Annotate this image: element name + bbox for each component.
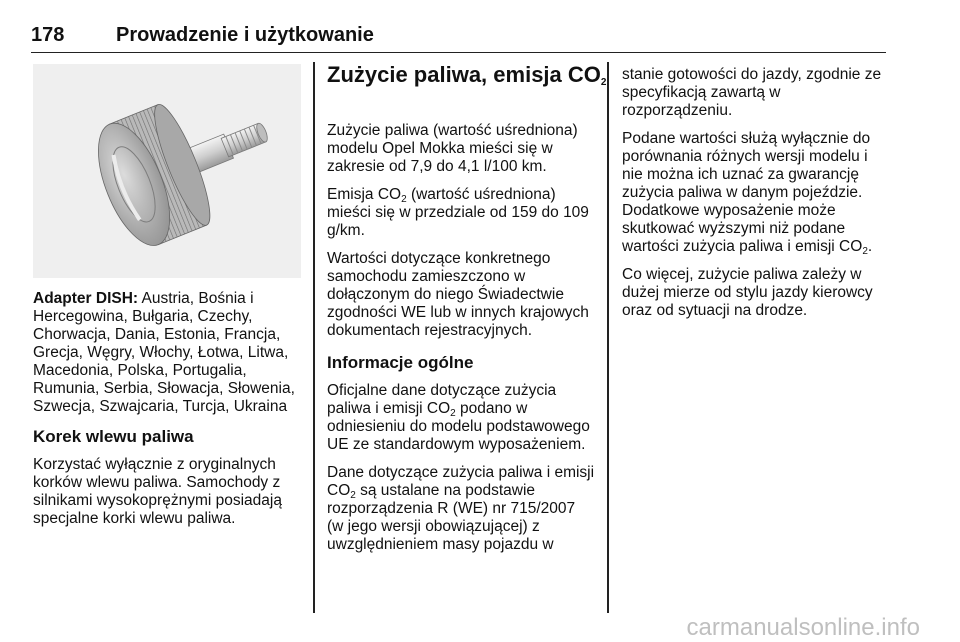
adapter-illustration xyxy=(33,64,301,278)
adapter-icon xyxy=(33,64,301,278)
paragraph: Korzystać wyłącznie z oryginalnych korków wlewu paliwa. Samochody z silnikami wysokoprężnymi posiadają specjalne korki wlewu paliwa. xyxy=(33,456,282,527)
caption-label: Adapter DISH: xyxy=(33,290,139,307)
column-right xyxy=(622,66,890,330)
section-heading-main: Zużycie paliwa, emisja $CO_2$ xyxy=(327,62,607,88)
paragraph: Zużycie paliwa (wartość uśredniona) modelu Opel Mokka mieści się w zakresie od 7,9 do 4,1 l/100 km. xyxy=(327,122,578,175)
running-title: Prowadzenie i użytkowanie xyxy=(116,24,374,46)
watermark: carmanualsonline.info xyxy=(686,614,920,641)
page-number: 178 xyxy=(31,24,65,46)
paragraph: Oficjalne dane dotyczące zużycia paliwa i emisji $CO_2$ podano w odniesieniu do modelu podstawowego UE ze standardowym wyposażeniem. xyxy=(327,382,590,453)
column-divider xyxy=(607,62,609,613)
section-heading: Korek wlewu paliwa xyxy=(33,427,194,446)
section-subheading: Informacje ogólne xyxy=(327,353,474,372)
page-header xyxy=(31,18,886,53)
caption-text: Austria, Bośnia i Hercegowina, Bułgaria, Czechy, Chorwacja, Dania, Estonia, Francja, Grecja, Węgry, Włochy, Łotwa, Litwa, Macedonia, Polska, Portugalia, Rumunia, Serbia, Słowacja, Słowenia, Szwecja, Szwajcaria, Turcja, Ukraina xyxy=(33,290,295,415)
paragraph: Co więcej, zużycie paliwa zależy w dużej mierze od stylu jazdy kierowcy oraz od sytuacji na drodze. xyxy=(622,266,873,319)
paragraph: stanie gotowości do jazdy, zgodnie ze specyfikacją zawartą w rozporządzeniu. xyxy=(622,66,882,119)
column-left xyxy=(33,290,301,538)
paragraph: Wartości dotyczące konkretnego samochodu zamieszczono w dołączonym do niego Świadectwie zgodności WE lub w innych krajowych dokumentach rejestracyjnych. xyxy=(327,250,589,339)
paragraph: Podane wartości służą wyłącznie do porównania różnych wersji modelu i nie można ich uznać za gwarancję zużycia paliwa w danym pojeździe. Dodatkowe wyposażenie może skutkować wyższymi niż podane wartości zużycia paliwa i emisji $CO_2$. xyxy=(622,130,873,257)
column-divider xyxy=(313,62,315,613)
paragraph: Dane dotyczące zużycia paliwa i emisji $CO_2$ są ustalane na podstawie rozporządzenia R (WE) nr 715/2007 (w jego wersji obowiązującej) z uwzględnieniem masy pojazdu w xyxy=(327,464,595,553)
column-middle xyxy=(327,122,595,564)
adapter-caption xyxy=(33,290,301,416)
paragraph: Emisja $CO_2$ (wartość uśredniona) mieści się w przedziale od 159 do 109 g/km. xyxy=(327,186,589,239)
